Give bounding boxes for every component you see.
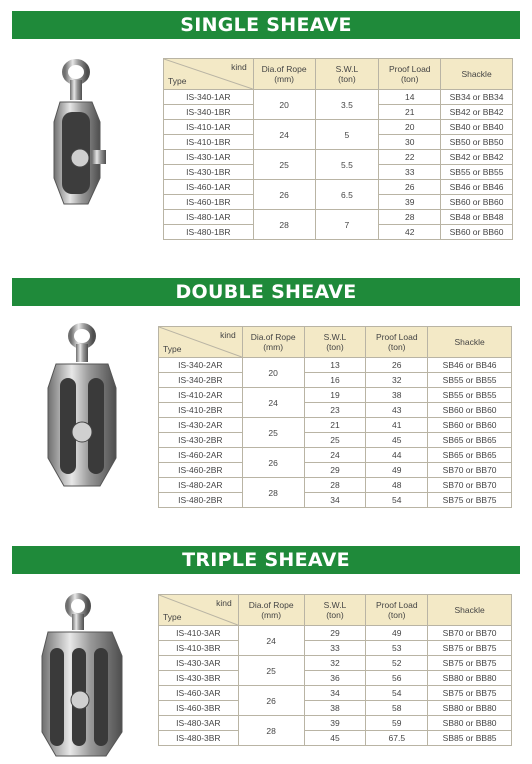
- proof-cell: 56: [366, 671, 428, 686]
- proof-load-header: Proof Load (ton): [366, 595, 428, 626]
- proof-cell: 38: [366, 388, 428, 403]
- rope-cell: 26: [242, 448, 304, 478]
- shackle-cell: SB40 or BB40: [441, 120, 513, 135]
- shackle-cell: SB70 or BB70: [428, 478, 512, 493]
- single-sheave-pulley-image: [42, 58, 128, 210]
- proof-cell: 49: [366, 463, 428, 478]
- type-cell: IS-480-1AR: [164, 210, 254, 225]
- rope-cell: 28: [242, 478, 304, 508]
- type-cell: IS-410-1AR: [164, 120, 254, 135]
- proof-cell: 32: [366, 373, 428, 388]
- single-sheave-table: [163, 58, 513, 240]
- table-row: [159, 418, 512, 433]
- swl-cell: 33: [304, 641, 366, 656]
- proof-cell: 26: [379, 180, 441, 195]
- kind-type-header: [159, 327, 243, 358]
- table-row: [159, 641, 512, 656]
- proof-cell: 28: [379, 210, 441, 225]
- proof-cell: 44: [366, 448, 428, 463]
- kind-label: kind: [231, 62, 247, 72]
- type-cell: IS-460-1BR: [164, 195, 254, 210]
- rope-cell: 26: [253, 180, 315, 210]
- shackle-cell: SB55 or BB55: [441, 165, 513, 180]
- swl-cell: 29: [304, 626, 366, 641]
- section-title: TRIPLE SHEAVE: [182, 549, 350, 571]
- shackle-cell: SB55 or BB55: [428, 388, 512, 403]
- double-sheave-table: [158, 326, 512, 508]
- kind-label: kind: [220, 330, 236, 340]
- shackle-cell: SB75 or BB75: [428, 656, 512, 671]
- shackle-cell: SB42 or BB42: [441, 150, 513, 165]
- proof-load-header: Proof Load (ton): [366, 327, 428, 358]
- swl-header: S.W.L (ton): [315, 59, 379, 90]
- rope-cell: 25: [242, 418, 304, 448]
- table-row: [159, 433, 512, 448]
- type-cell: IS-410-2BR: [159, 403, 243, 418]
- shackle-header: Shackle: [428, 595, 512, 626]
- type-cell: IS-460-1AR: [164, 180, 254, 195]
- type-cell: IS-430-1BR: [164, 165, 254, 180]
- section-title: DOUBLE SHEAVE: [175, 281, 357, 303]
- table-row: [164, 150, 513, 165]
- shackle-cell: SB80 or BB80: [428, 671, 512, 686]
- type-cell: IS-480-2BR: [159, 493, 243, 508]
- rope-cell: 25: [253, 150, 315, 180]
- swl-cell: 23: [304, 403, 366, 418]
- shackle-cell: SB70 or BB70: [428, 463, 512, 478]
- shackle-cell: SB46 or BB46: [441, 180, 513, 195]
- triple-sheave-banner: [12, 546, 520, 574]
- type-cell: IS-430-1AR: [164, 150, 254, 165]
- table-row: [164, 210, 513, 225]
- swl-cell: 5: [315, 120, 379, 150]
- swl-cell: 36: [304, 671, 366, 686]
- type-cell: IS-410-2AR: [159, 388, 243, 403]
- proof-cell: 67.5: [366, 731, 428, 746]
- shackle-cell: SB48 or BB48: [441, 210, 513, 225]
- type-label: Type: [168, 75, 187, 86]
- proof-cell: 21: [379, 105, 441, 120]
- section-title: SINGLE SHEAVE: [180, 14, 352, 36]
- shackle-cell: SB85 or BB85: [428, 731, 512, 746]
- table-row: [159, 686, 512, 701]
- swl-cell: 21: [304, 418, 366, 433]
- table-row: [159, 358, 512, 373]
- swl-cell: 19: [304, 388, 366, 403]
- proof-cell: 59: [366, 716, 428, 731]
- swl-cell: 39: [304, 716, 366, 731]
- rope-header: Dia.of Rope (mm): [238, 595, 304, 626]
- proof-cell: 58: [366, 701, 428, 716]
- proof-cell: 52: [366, 656, 428, 671]
- shackle-cell: SB80 or BB80: [428, 701, 512, 716]
- type-cell: IS-410-3BR: [159, 641, 239, 656]
- swl-cell: 6.5: [315, 180, 379, 210]
- shackle-cell: SB50 or BB50: [441, 135, 513, 150]
- proof-cell: 20: [379, 120, 441, 135]
- swl-header: S.W.L (ton): [304, 327, 366, 358]
- table-row: [164, 120, 513, 135]
- table-row: [164, 90, 513, 105]
- shackle-cell: SB55 or BB55: [428, 373, 512, 388]
- single-sheave-banner: [12, 11, 520, 39]
- table-row: [159, 478, 512, 493]
- shackle-cell: SB60 or BB60: [441, 225, 513, 240]
- proof-cell: 49: [366, 626, 428, 641]
- shackle-cell: SB75 or BB75: [428, 641, 512, 656]
- rope-cell: 24: [238, 626, 304, 656]
- type-cell: IS-460-2BR: [159, 463, 243, 478]
- proof-cell: 43: [366, 403, 428, 418]
- rope-header: Dia.of Rope (mm): [242, 327, 304, 358]
- type-label: Type: [163, 611, 182, 622]
- swl-cell: 38: [304, 701, 366, 716]
- shackle-cell: SB75 or BB75: [428, 686, 512, 701]
- proof-cell: 54: [366, 493, 428, 508]
- type-cell: IS-430-2BR: [159, 433, 243, 448]
- shackle-cell: SB60 or BB60: [441, 195, 513, 210]
- shackle-cell: SB80 or BB80: [428, 716, 512, 731]
- double-sheave-banner: [12, 278, 520, 306]
- rope-cell: 20: [253, 90, 315, 120]
- type-cell: IS-430-3BR: [159, 671, 239, 686]
- table-row: [159, 493, 512, 508]
- shackle-cell: SB65 or BB65: [428, 448, 512, 463]
- type-cell: IS-480-1BR: [164, 225, 254, 240]
- proof-cell: 53: [366, 641, 428, 656]
- type-cell: IS-480-3AR: [159, 716, 239, 731]
- swl-cell: 29: [304, 463, 366, 478]
- table-row: [159, 626, 512, 641]
- double-sheave-pulley-image: [34, 322, 130, 492]
- rope-cell: 24: [253, 120, 315, 150]
- type-cell: IS-410-3AR: [159, 626, 239, 641]
- table-header-row: [159, 595, 512, 626]
- proof-cell: 33: [379, 165, 441, 180]
- swl-cell: 28: [304, 478, 366, 493]
- rope-cell: 28: [238, 716, 304, 746]
- table-header-row: [159, 327, 512, 358]
- table-row: [159, 448, 512, 463]
- swl-cell: 34: [304, 493, 366, 508]
- type-cell: IS-460-2AR: [159, 448, 243, 463]
- shackle-cell: SB70 or BB70: [428, 626, 512, 641]
- table-row: [159, 671, 512, 686]
- proof-cell: 48: [366, 478, 428, 493]
- shackle-cell: SB60 or BB60: [428, 403, 512, 418]
- shackle-header: Shackle: [441, 59, 513, 90]
- proof-cell: 22: [379, 150, 441, 165]
- swl-cell: 25: [304, 433, 366, 448]
- type-cell: IS-460-3AR: [159, 686, 239, 701]
- swl-cell: 24: [304, 448, 366, 463]
- table-row: [164, 180, 513, 195]
- type-cell: IS-340-2BR: [159, 373, 243, 388]
- table-row: [159, 716, 512, 731]
- proof-cell: 30: [379, 135, 441, 150]
- type-cell: IS-340-1AR: [164, 90, 254, 105]
- swl-cell: 13: [304, 358, 366, 373]
- proof-cell: 45: [366, 433, 428, 448]
- rope-cell: 28: [253, 210, 315, 240]
- type-cell: IS-430-3AR: [159, 656, 239, 671]
- rope-cell: 24: [242, 388, 304, 418]
- type-label: Type: [163, 343, 182, 354]
- swl-cell: 16: [304, 373, 366, 388]
- type-cell: IS-480-2AR: [159, 478, 243, 493]
- type-cell: IS-460-3BR: [159, 701, 239, 716]
- swl-cell: 45: [304, 731, 366, 746]
- shackle-cell: SB75 or BB75: [428, 493, 512, 508]
- triple-sheave-pulley-image: [34, 592, 132, 760]
- table-header-row: [164, 59, 513, 90]
- type-cell: IS-410-1BR: [164, 135, 254, 150]
- proof-cell: 26: [366, 358, 428, 373]
- table-row: [159, 403, 512, 418]
- rope-cell: 26: [238, 686, 304, 716]
- rope-header: Dia.of Rope (mm): [253, 59, 315, 90]
- swl-header: S.W.L (ton): [304, 595, 366, 626]
- table-row: [159, 731, 512, 746]
- table-row: [159, 701, 512, 716]
- table-row: [159, 463, 512, 478]
- shackle-cell: SB60 or BB60: [428, 418, 512, 433]
- shackle-cell: SB46 or BB46: [428, 358, 512, 373]
- swl-cell: 5.5: [315, 150, 379, 180]
- shackle-cell: SB42 or BB42: [441, 105, 513, 120]
- kind-type-header: [164, 59, 254, 90]
- kind-type-header: [159, 595, 239, 626]
- proof-cell: 39: [379, 195, 441, 210]
- shackle-header: Shackle: [428, 327, 512, 358]
- table-row: [159, 388, 512, 403]
- swl-cell: 32: [304, 656, 366, 671]
- proof-cell: 14: [379, 90, 441, 105]
- type-cell: IS-340-2AR: [159, 358, 243, 373]
- shackle-cell: SB65 or BB65: [428, 433, 512, 448]
- type-cell: IS-340-1BR: [164, 105, 254, 120]
- proof-cell: 42: [379, 225, 441, 240]
- swl-cell: 3.5: [315, 90, 379, 120]
- rope-cell: 20: [242, 358, 304, 388]
- type-cell: IS-480-3BR: [159, 731, 239, 746]
- rope-cell: 25: [238, 656, 304, 686]
- proof-cell: 54: [366, 686, 428, 701]
- type-cell: IS-430-2AR: [159, 418, 243, 433]
- proof-load-header: Proof Load (ton): [379, 59, 441, 90]
- swl-cell: 34: [304, 686, 366, 701]
- table-row: [159, 373, 512, 388]
- proof-cell: 41: [366, 418, 428, 433]
- swl-cell: 7: [315, 210, 379, 240]
- table-row: [159, 656, 512, 671]
- triple-sheave-table: [158, 594, 512, 746]
- shackle-cell: SB34 or BB34: [441, 90, 513, 105]
- kind-label: kind: [216, 598, 232, 608]
